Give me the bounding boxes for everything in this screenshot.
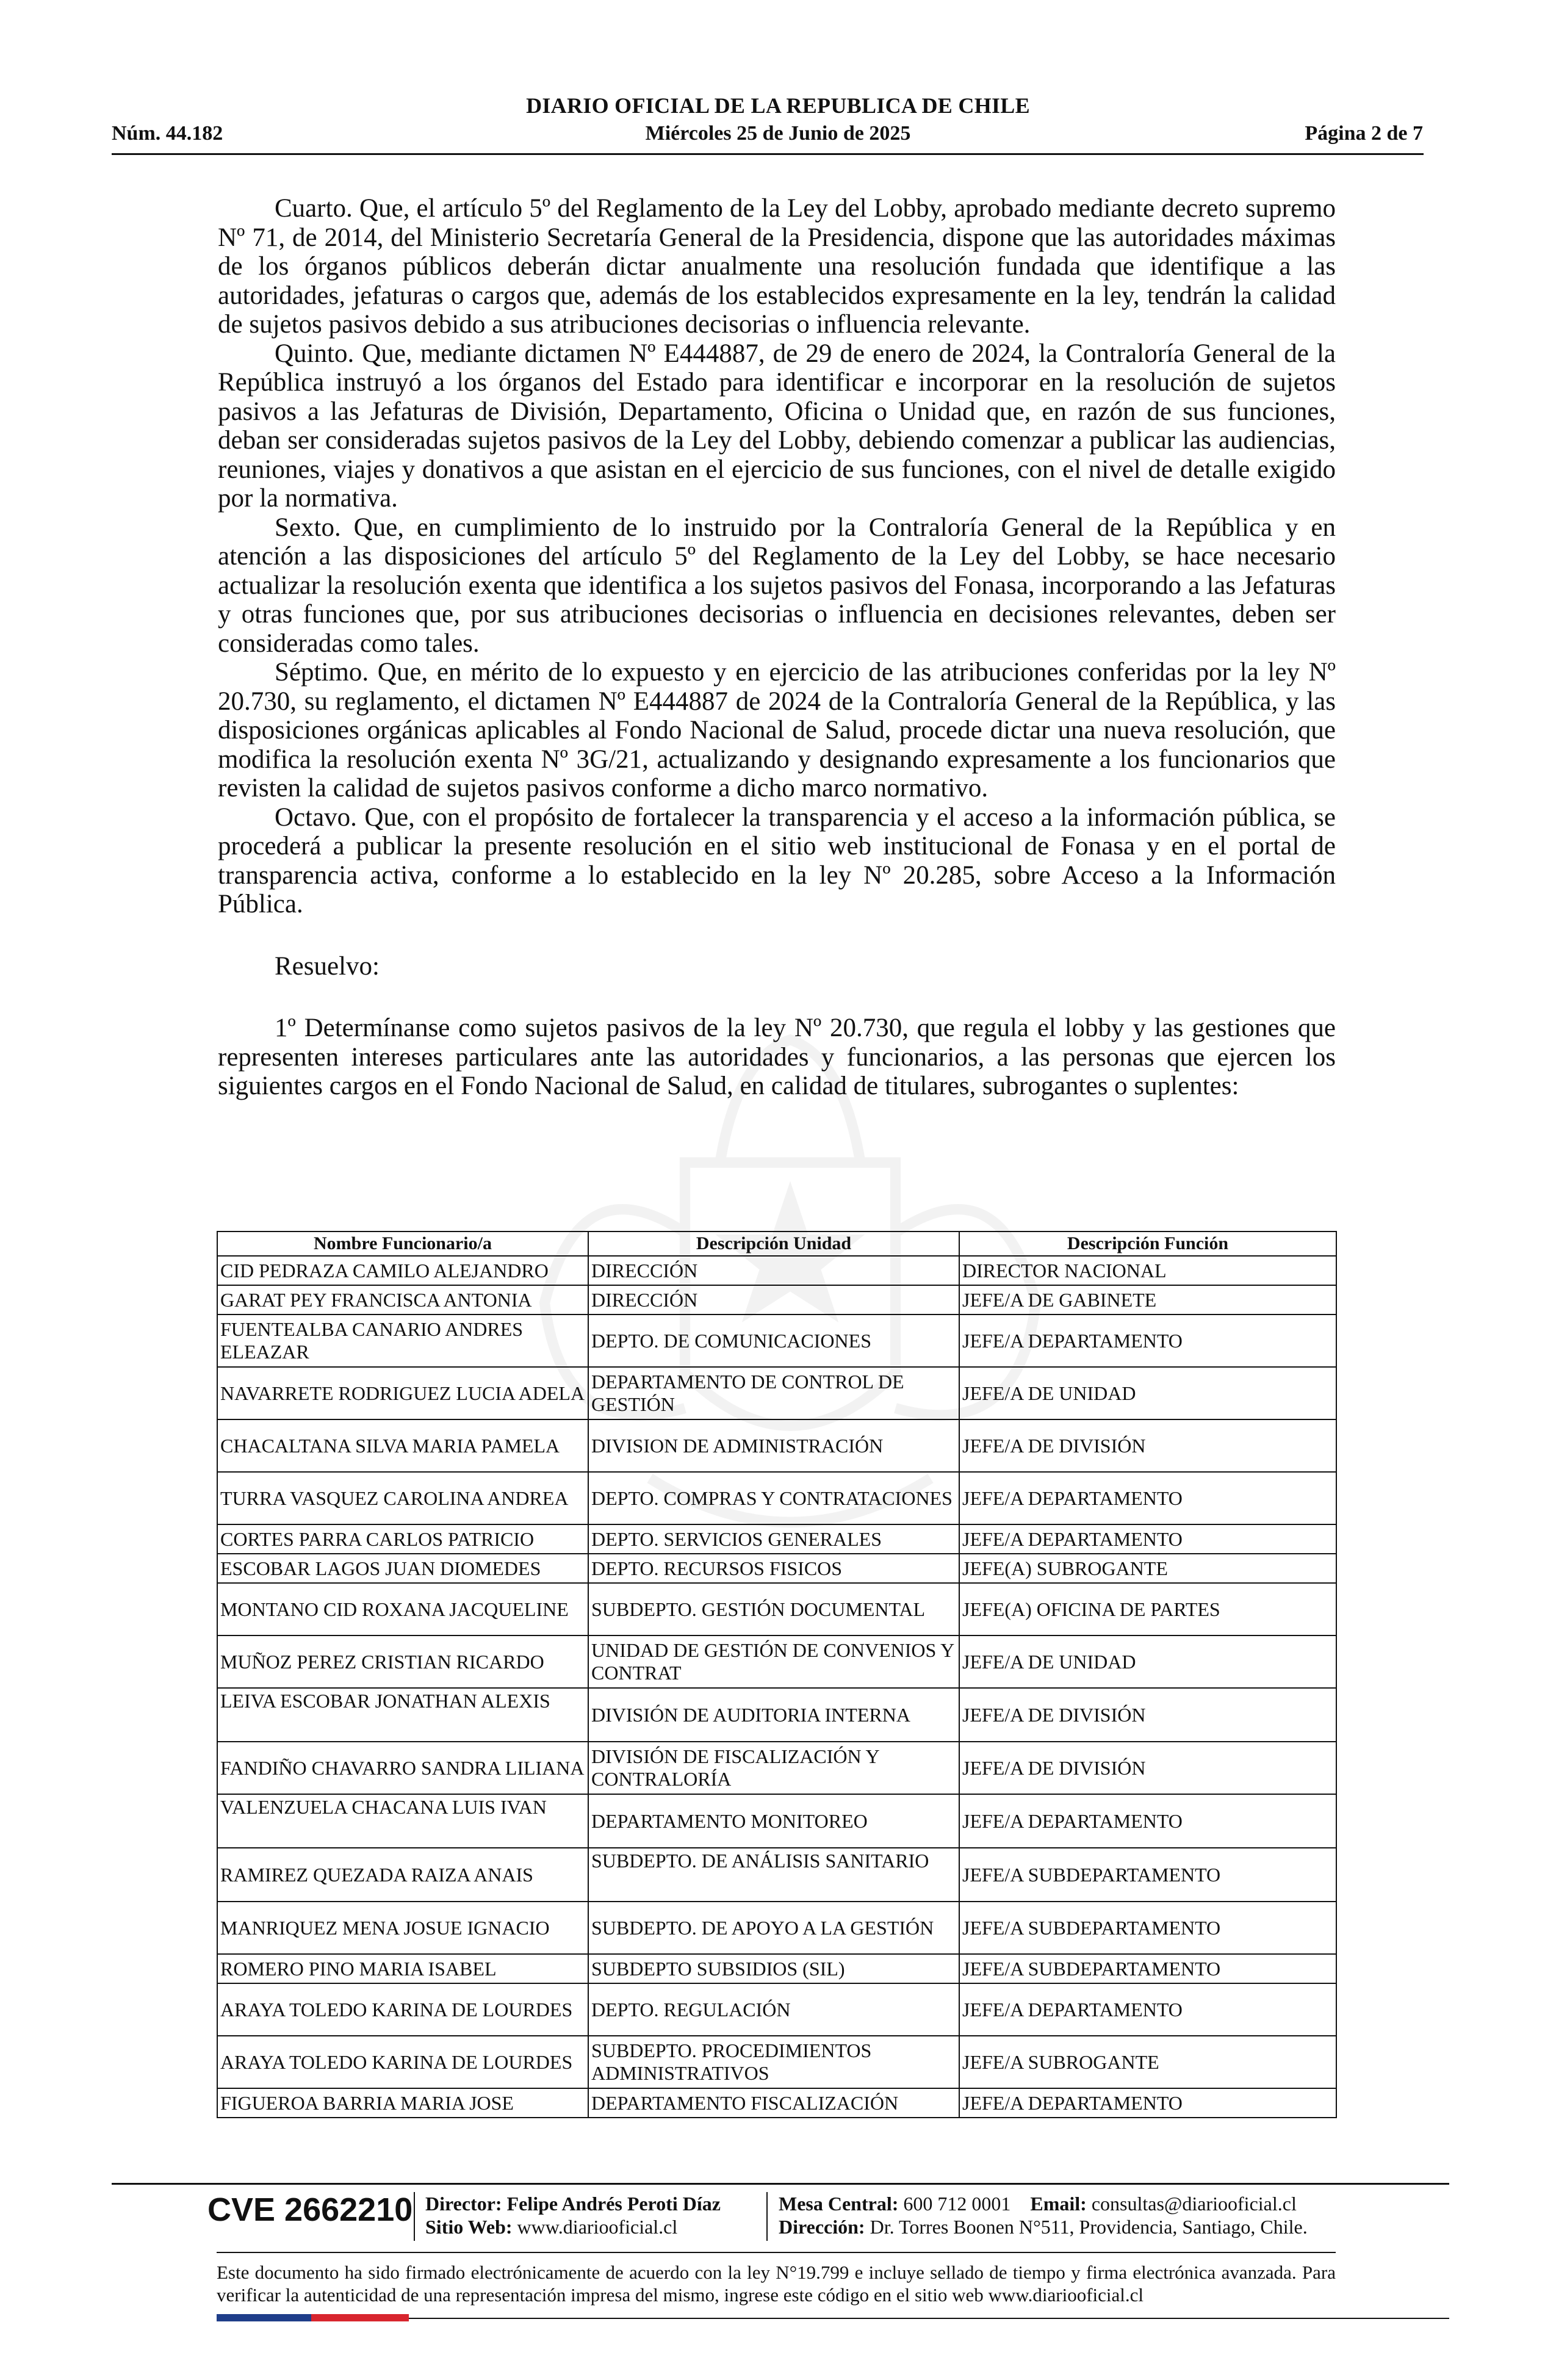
table-row <box>217 1794 1336 1848</box>
cell-nombre: ESCOBAR LAGOS JUAN DIOMEDES <box>217 1554 588 1583</box>
table-row <box>217 1419 1336 1472</box>
table-row <box>217 1954 1336 1983</box>
table-row <box>217 1256 1336 1285</box>
cell-funcion: JEFE/A SUBDEPARTAMENTO <box>959 1902 1336 1954</box>
web-value[interactable]: www.diariooficial.cl <box>517 2216 678 2238</box>
footer-contact-block <box>779 2192 1308 2238</box>
table-row <box>217 1472 1336 1524</box>
cell-unidad: DIVISIÓN DE AUDITORIA INTERNA <box>588 1688 959 1742</box>
cell-funcion: JEFE/A DEPARTAMENTO <box>959 2088 1336 2118</box>
header-unidad: Descripción Unidad <box>588 1231 959 1256</box>
table-row <box>217 1635 1336 1688</box>
cell-unidad: SUBDEPTO. DE APOYO A LA GESTIÓN <box>588 1902 959 1954</box>
newspaper-title: DIARIO OFICIAL DE LA REPUBLICA DE CHILE <box>526 93 1030 118</box>
cell-nombre: ARAYA TOLEDO KARINA DE LOURDES <box>217 2036 588 2088</box>
cell-unidad: DIRECCIÓN <box>588 1256 959 1285</box>
cell-nombre: ARAYA TOLEDO KARINA DE LOURDES <box>217 1983 588 2036</box>
header-funcion: Descripción Función <box>959 1231 1336 1256</box>
cell-funcion: DIRECTOR NACIONAL <box>959 1256 1336 1285</box>
table-row <box>217 1902 1336 1954</box>
cell-funcion: JEFE/A DEPARTAMENTO <box>959 1983 1336 2036</box>
issue-number: Núm. 44.182 <box>112 122 223 145</box>
web-label: Sitio Web: <box>425 2216 513 2238</box>
cell-unidad: DEPTO. COMPRAS Y CONTRATACIONES <box>588 1472 959 1524</box>
cell-funcion: JEFE/A DEPARTAMENTO <box>959 1794 1336 1848</box>
cell-nombre: MONTANO CID ROXANA JACQUELINE <box>217 1583 588 1635</box>
cell-funcion: JEFE/A SUBDEPARTAMENTO <box>959 1848 1336 1902</box>
footer-mid-rule <box>217 2252 1336 2253</box>
cell-nombre: CID PEDRAZA CAMILO ALEJANDRO <box>217 1256 588 1285</box>
cell-funcion: JEFE/A DE DIVISIÓN <box>959 1688 1336 1742</box>
cell-nombre: VALENZUELA CHACANA LUIS IVAN <box>217 1794 588 1848</box>
mesa-value: 600 712 0001 <box>903 2193 1011 2215</box>
cell-nombre: FIGUEROA BARRIA MARIA JOSE <box>217 2088 588 2118</box>
table-row <box>217 1367 1336 1419</box>
footer-divider <box>766 2192 768 2241</box>
cell-funcion: JEFE/A SUBROGANTE <box>959 2036 1336 2088</box>
cell-funcion: JEFE/A DE DIVISIÓN <box>959 1742 1336 1794</box>
cell-unidad: UNIDAD DE GESTIÓN DE CONVENIOS Y CONTRAT <box>588 1635 959 1688</box>
cell-unidad: DEPTO. REGULACIÓN <box>588 1983 959 2036</box>
cell-funcion: JEFE/A DE GABINETE <box>959 1285 1336 1314</box>
cell-nombre: GARAT PEY FRANCISCA ANTONIA <box>217 1285 588 1314</box>
cell-unidad: SUBDEPTO. GESTIÓN DOCUMENTAL <box>588 1583 959 1635</box>
footer-bottom-rule <box>409 2318 1449 2319</box>
email-label: Email: <box>1030 2193 1087 2215</box>
cell-unidad: SUBDEPTO SUBSIDIOS (SIL) <box>588 1954 959 1983</box>
cell-nombre: CORTES PARRA CARLOS PATRICIO <box>217 1524 588 1554</box>
cell-nombre: FANDIÑO CHAVARRO SANDRA LILIANA <box>217 1742 588 1794</box>
cell-funcion: JEFE(A) SUBROGANTE <box>959 1554 1336 1583</box>
paragraph-septimo: Séptimo. Que, en mérito de lo expuesto y en ejercicio de las atribuciones conferidas por la ley Nº 20.730, su reglamento, el dictamen Nº E444887 de 2024 de la Contraloría General de la República, y las disposiciones orgánicas aplicables al Fondo Nacional de Salud, procede dictar una nueva resolución, que modifica la resolución exenta Nº 3G/21, actualizando y designando expresamente a los funcionarios que revisten la calidad de sujetos pasivos conforme a dicho marco normativo. <box>218 658 1336 802</box>
page-indicator: Página 2 de 7 <box>1305 122 1423 145</box>
paragraph-cuarto: Cuarto. Que, el artículo 5º del Reglamento de la Ley del Lobby, aprobado mediante decreto supremo Nº 71, de 2014, del Ministerio Secretaría General de la Presidencia, dispone que las autoridades máximas de los órganos públicos deberán dictar anualmente una resolución fundada que identifique a las autoridades, jefaturas o cargos que, además de los establecidos expresamente en la ley, tendrán la calidad de sujetos pasivos debido a sus atribuciones decisorias o influencia relevante. <box>218 194 1336 339</box>
header-rule <box>112 153 1424 155</box>
cell-nombre: LEIVA ESCOBAR JONATHAN ALEXIS <box>217 1688 588 1742</box>
cell-funcion: JEFE/A DE UNIDAD <box>959 1635 1336 1688</box>
paragraph-primero: 1º Determínanse como sujetos pasivos de la ley Nº 20.730, que regula el lobby y las gestiones que representen intereses particulares ante las autoridades y funcionarios, a las personas que ejercen los siguientes cargos en el Fondo Nacional de Salud, en calidad de titulares, subrogantes o suplentes: <box>218 1014 1336 1100</box>
address-label: Dirección: <box>779 2216 865 2238</box>
legal-notice: Este documento ha sido firmado electrónicamente de acuerdo con la ley N°19.799 e incluye sellado de tiempo y firma electrónica avanzada. Para verificar la autenticidad de una representación impresa del mismo, ingrese este código en el sitio web www.diariooficial.cl <box>217 2262 1336 2306</box>
mesa-label: Mesa Central: <box>779 2193 899 2215</box>
paragraph-quinto: Quinto. Que, mediante dictamen Nº E444887, de 29 de enero de 2024, la Contraloría General de la República instruyó a los órganos del Estado para identificar e incorporar en la resolución de sujetos pasivos a las Jefaturas de División, Departamento, Oficina o Unidad que, en razón de sus funciones, deban ser consideradas sujetos pasivos de la Ley del Lobby, debiendo comenzar a publicar las audiencias, reuniones, viajes y donativos a que asistan en el ejercicio de sus funciones, con el nivel de detalle exigido por la normativa. <box>218 339 1336 513</box>
cell-unidad: DEPARTAMENTO MONITOREO <box>588 1794 959 1848</box>
cell-funcion: JEFE/A DEPARTAMENTO <box>959 1524 1336 1554</box>
footer-divider <box>414 2192 415 2241</box>
footer-top-rule <box>112 2183 1449 2185</box>
document-body <box>218 194 1336 1101</box>
flag-bar-blue <box>217 2314 311 2321</box>
table-row <box>217 1983 1336 2036</box>
table-row <box>217 1742 1336 1794</box>
cell-unidad: DEPARTAMENTO DE CONTROL DE GESTIÓN <box>588 1367 959 1419</box>
address-value: Dr. Torres Boonen N°511, Providencia, Santiago, Chile. <box>870 2216 1308 2238</box>
paragraph-octavo: Octavo. Que, con el propósito de fortalecer la transparencia y el acceso a la información pública, se procederá a publicar la presente resolución en el sitio web institucional de Fonasa y en el portal de transparencia activa, conforme a lo establecido en la ley Nº 20.285, sobre Acceso a la Información Pública. <box>218 802 1336 918</box>
cell-funcion: JEFE/A DEPARTAMENTO <box>959 1472 1336 1524</box>
cell-funcion: JEFE/A DE DIVISIÓN <box>959 1419 1336 1472</box>
cell-nombre: TURRA VASQUEZ CAROLINA ANDREA <box>217 1472 588 1524</box>
cell-nombre: NAVARRETE RODRIGUEZ LUCIA ADELA <box>217 1367 588 1419</box>
resuelvo-heading: Resuelvo: <box>275 951 380 981</box>
cell-nombre: MANRIQUEZ MENA JOSUE IGNACIO <box>217 1902 588 1954</box>
flag-bar-red <box>311 2314 409 2321</box>
cell-unidad: DIVISIÓN DE FISCALIZACIÓN Y CONTRALORÍA <box>588 1742 959 1794</box>
cve-code: CVE 2662210 <box>207 2191 413 2228</box>
cell-unidad: DEPARTAMENTO FISCALIZACIÓN <box>588 2088 959 2118</box>
cell-unidad: DEPTO. DE COMUNICACIONES <box>588 1314 959 1367</box>
email-value[interactable]: consultas@diariooficial.cl <box>1091 2193 1297 2215</box>
table-row <box>217 1285 1336 1314</box>
cell-funcion: JEFE/A DE UNIDAD <box>959 1367 1336 1419</box>
cell-funcion: JEFE/A DEPARTAMENTO <box>959 1314 1336 1367</box>
table-row <box>217 1314 1336 1367</box>
cell-nombre: FUENTEALBA CANARIO ANDRES ELEAZAR <box>217 1314 588 1367</box>
cell-unidad: DIRECCIÓN <box>588 1285 959 1314</box>
table-row <box>217 1848 1336 1902</box>
director-value: Felipe Andrés Peroti Díaz <box>506 2193 721 2215</box>
table-row <box>217 2036 1336 2088</box>
table-header-row <box>217 1231 1336 1256</box>
table-row <box>217 1524 1336 1554</box>
cell-nombre: ROMERO PINO MARIA ISABEL <box>217 1954 588 1983</box>
cell-unidad: DEPTO. SERVICIOS GENERALES <box>588 1524 959 1554</box>
sujetos-pasivos-table <box>217 1231 1337 2118</box>
table-row <box>217 1554 1336 1583</box>
cell-unidad: SUBDEPTO. DE ANÁLISIS SANITARIO <box>588 1848 959 1902</box>
issue-date: Miércoles 25 de Junio de 2025 <box>645 122 911 145</box>
table-row <box>217 1583 1336 1635</box>
cell-nombre: RAMIREZ QUEZADA RAIZA ANAIS <box>217 1848 588 1902</box>
cell-unidad: DIVISION DE ADMINISTRACIÓN <box>588 1419 959 1472</box>
paragraph-sexto: Sexto. Que, en cumplimiento de lo instruido por la Contraloría General de la República y en atención a las disposiciones del artículo 5º del Reglamento de la Ley del Lobby, se hace necesario actualizar la resolución exenta que identifica a los sujetos pasivos del Fonasa, incorporando a las Jefaturas y otras funciones que, por sus atribuciones decisorias o influencia en decisiones relevantes, deben ser consideradas como tales. <box>218 513 1336 658</box>
cell-funcion: JEFE(A) OFICINA DE PARTES <box>959 1583 1336 1635</box>
table-row <box>217 2088 1336 2118</box>
director-label: Director: <box>425 2193 502 2215</box>
header-nombre: Nombre Funcionario/a <box>217 1231 588 1256</box>
cell-nombre: MUÑOZ PEREZ CRISTIAN RICARDO <box>217 1635 588 1688</box>
table-row <box>217 1688 1336 1742</box>
cell-unidad: DEPTO. RECURSOS FISICOS <box>588 1554 959 1583</box>
footer-director-block <box>425 2192 721 2238</box>
cell-unidad: SUBDEPTO. PROCEDIMIENTOS ADMINISTRATIVOS <box>588 2036 959 2088</box>
cell-nombre: CHACALTANA SILVA MARIA PAMELA <box>217 1419 588 1472</box>
cell-funcion: JEFE/A SUBDEPARTAMENTO <box>959 1954 1336 1983</box>
